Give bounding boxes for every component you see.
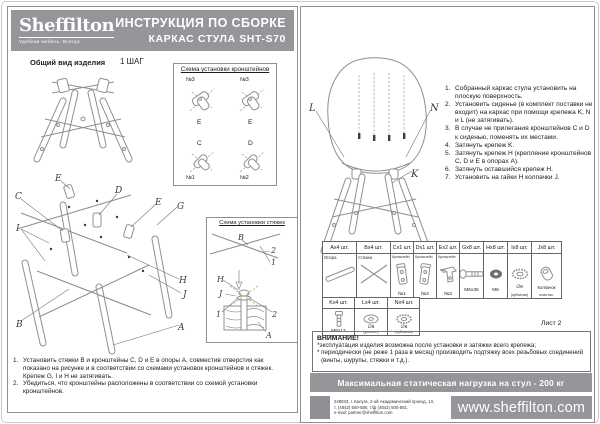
- warning-bullet: *эксплуатация изделия возможна после установки и затяжки всего крепежа;: [317, 342, 537, 349]
- step-number: 4.: [445, 141, 451, 149]
- bracket-letter: C: [197, 140, 202, 147]
- part-qty: Bx4 шт.: [357, 242, 391, 254]
- part-spec: ∅6: [400, 325, 408, 330]
- tie-label-j: J: [219, 289, 223, 298]
- bracket-num-label: №3: [186, 77, 195, 83]
- part-qty: Gx8 шт.: [460, 242, 484, 254]
- bracket-num-label: №3: [240, 77, 249, 83]
- tie-label-2: 2: [271, 246, 277, 255]
- bracket-num-label: №1: [186, 175, 195, 181]
- step-item: [445, 150, 593, 166]
- note-item: [13, 357, 291, 380]
- support-leg-icon: [325, 262, 355, 286]
- bracket-icon: [188, 86, 216, 114]
- part-cell-cap-j: [532, 254, 561, 298]
- assembly-steps: [445, 85, 593, 182]
- note-text: Убедиться, что кронштейны расположены в соответствии со схемой установки кронштейнов.: [23, 380, 258, 396]
- bracket1-icon: [392, 261, 412, 287]
- part-cell-washer-i: [508, 254, 532, 298]
- tie-label-b: B: [238, 233, 244, 242]
- step-item: [445, 125, 593, 141]
- tie-scheme-title: Схема установки стяжек: [219, 220, 285, 226]
- page-left: [7, 6, 298, 413]
- bracket3-icon: [437, 262, 459, 286]
- serrated-washer-icon: [394, 312, 414, 325]
- callout-label-g: G: [177, 202, 185, 212]
- part-spec: ∅6: [367, 325, 375, 330]
- title-line2: КАРКАС СТУЛА SHT-S70: [148, 33, 286, 45]
- leg: [25, 263, 43, 343]
- part-name: Кронштейн: [415, 255, 433, 259]
- step-text: Затянуть крепеж H (крепление кронштейнов C, D и E в опорах A).: [455, 149, 592, 165]
- part-spec: ∅6: [516, 285, 523, 290]
- part-name: Стяжка: [358, 255, 373, 260]
- step-item: [445, 174, 593, 182]
- part-cell-nut-h: [484, 254, 508, 298]
- bracket-letter: E: [197, 119, 202, 126]
- parts-table: [322, 241, 562, 299]
- part-spec2: (увелич.): [363, 330, 379, 334]
- general-view-label: Общий вид изделия: [30, 58, 106, 67]
- leg: [99, 287, 112, 351]
- max-load-banner: Максимальная статическая нагрузка на стул - 200 кг: [310, 373, 592, 392]
- exploded-view-drawing: [9, 167, 207, 357]
- part-qty: Dx1 шт.: [414, 242, 437, 254]
- step1-label: 1 ШАГ: [120, 57, 144, 66]
- note-number: 1.: [13, 357, 19, 364]
- sheet-number: Лист 2: [541, 320, 562, 327]
- tie-rod: [210, 234, 280, 258]
- bolt-m6x35-icon: [460, 264, 484, 284]
- note-number: 2.: [13, 380, 19, 388]
- part-cell-opora: [323, 254, 357, 298]
- bracket-num-label: №2: [240, 175, 249, 181]
- part-spec: №3: [444, 292, 452, 297]
- callout-label-j: J: [183, 290, 187, 300]
- footer-logo-square: [310, 396, 330, 419]
- part-spec: M6: [492, 288, 499, 293]
- step-number: 5.: [445, 149, 451, 157]
- note-item: [13, 380, 291, 396]
- page-right: [300, 6, 595, 423]
- address-line: e-mail: partner@sheffilton.com: [334, 410, 393, 416]
- step-number: 3.: [445, 125, 451, 133]
- brand-logo: [19, 17, 114, 44]
- part-spec2: (зубчатая): [395, 330, 413, 334]
- part-name: Опора: [324, 255, 337, 260]
- step-text: Собранный каркас стула установить на плоскую поверхность.: [455, 85, 577, 101]
- bracket-icon: [238, 86, 266, 114]
- bracket-scheme-title: Схема установки кронштейнов: [180, 66, 270, 73]
- part-spec: №1: [398, 292, 406, 297]
- assembly-notes: [13, 357, 291, 396]
- step-text: Затянуть оставшийся крепеж H.: [455, 165, 553, 173]
- nut-m6-icon: [486, 265, 506, 283]
- mount-bracket: [57, 78, 110, 93]
- callout-label-a: A: [178, 323, 185, 333]
- part-name: Кронштейн: [392, 255, 410, 259]
- warning-title: ВНИМАНИЕ!: [317, 335, 359, 342]
- part-qty: Hx8 шт.: [484, 242, 508, 254]
- part-cell-kron2: [414, 254, 437, 298]
- tie-rod-icon: [359, 262, 389, 286]
- callout-label-k: K: [411, 169, 419, 180]
- document-title: [115, 16, 286, 45]
- part-qty: Ax4 шт.: [323, 242, 357, 254]
- note-text: Установить стяжки В и кронштейны С, D и Е в опоры А, совместив отверстия как показано на рисунке и в соответствии со схемами установок кронштейнов и стяжек. Крепеж G, I и H не затягивать.: [23, 357, 274, 380]
- address-line: т. (4842) 500-580, т/ф (4842) 500-581,: [334, 404, 409, 410]
- step-number: 6.: [445, 165, 451, 173]
- part-spec2: пластик.: [539, 293, 554, 297]
- serrated-washer-icon: [509, 266, 531, 282]
- bracket2-icon: [415, 261, 435, 287]
- brand-tagline: Удобная мебель. Всегда.: [19, 37, 114, 44]
- general-view-drawing: [22, 69, 144, 171]
- callout-label-c: C: [15, 192, 22, 202]
- callout-label-e2: E: [155, 198, 162, 208]
- part-qty: Nx4 шт.: [388, 298, 420, 309]
- footer: [310, 395, 592, 420]
- tie-scheme-drawing: [208, 232, 296, 342]
- step-text: Установить на гайки H колпачки J.: [455, 174, 560, 182]
- title-line1: ИНСТРУКЦИЯ ПО СБОРКЕ: [115, 16, 286, 30]
- tie-label-2b: 2: [272, 310, 278, 319]
- callout-label-e: E: [55, 174, 62, 184]
- part-qty: Ex2 шт.: [437, 242, 460, 254]
- step-item: [445, 166, 593, 174]
- part-qty: Cx1 шт.: [391, 242, 414, 254]
- step-number: 7.: [445, 174, 451, 182]
- part-qty: Kx4 шт.: [323, 298, 355, 309]
- callout-label-d: D: [115, 186, 123, 196]
- warning-box: [312, 331, 591, 372]
- address-line: 248033, г. Калуга, 2-ой Академический проезд, 13,: [334, 399, 435, 405]
- footer-address: [330, 399, 451, 416]
- callout-label-b: B: [16, 320, 23, 330]
- tie-label-a: A: [266, 331, 272, 340]
- part-cell-bolt-g: [460, 254, 484, 298]
- brand-name: Sheffilton: [19, 15, 115, 36]
- chair-assembly-drawing: [304, 55, 446, 260]
- part-name: Кронштейн: [438, 255, 456, 259]
- part-spec: M6x12: [331, 329, 346, 334]
- part-qty: Ix8 шт.: [508, 242, 532, 254]
- step-number: 1.: [445, 85, 451, 92]
- website-banner: www.sheffilton.com: [451, 396, 592, 419]
- callout-label-h: H: [179, 276, 187, 286]
- part-cell-kron3: [437, 254, 460, 298]
- large-washer-icon: [361, 312, 381, 325]
- part-qty: Lx4 шт.: [355, 298, 388, 309]
- bracket-letter: D: [248, 140, 253, 147]
- tie-scheme-box: [206, 217, 298, 343]
- callout-label-i: I: [16, 224, 20, 234]
- part-spec: №2: [421, 292, 429, 297]
- callout-label-l: L: [309, 103, 316, 114]
- tie-label-1: 1: [271, 258, 277, 267]
- step-item: [445, 85, 593, 101]
- step-item: [445, 142, 593, 150]
- step-text: Затянуть крепеж K.: [455, 141, 515, 149]
- seat-bolt-line: [358, 73, 405, 141]
- bolt-m6x12-icon: [332, 310, 346, 327]
- leg: [155, 239, 169, 315]
- callout-label-n: N: [430, 103, 439, 114]
- step-number: 2.: [445, 101, 451, 109]
- tie-label-1b: 1: [216, 310, 222, 319]
- header-banner: [11, 10, 294, 51]
- plastic-cap-icon: [536, 263, 558, 285]
- part-spec2: (зубчатая): [510, 293, 529, 297]
- warning-bullet: * периодически (не реже 1 раза в месяц) производить подтяжку всех резьбовых соединений (винты, шурупы, стяжки и т.д.).: [317, 349, 584, 364]
- part-spec: M6x35: [464, 288, 479, 293]
- step-item: [445, 101, 593, 125]
- part-cell-kron1: [391, 254, 414, 298]
- step-text: Установить сиденье (в комплект поставки не входит) на каркас при помощи крепежа K, N и L (не затягивать).: [455, 101, 593, 125]
- part-qty: Jx8 шт.: [532, 242, 561, 254]
- step-text: В случае не прилегания кронштейнов С и D к сиденью, поменять их местами.: [455, 125, 590, 141]
- bracket-letter: E: [248, 119, 253, 126]
- tie-label-h: H: [217, 275, 224, 284]
- part-cell-styazhka: [357, 254, 391, 298]
- bracket-icon: [238, 149, 266, 175]
- cross-section-detail: [224, 286, 266, 330]
- part-spec: Колпачок: [537, 285, 556, 290]
